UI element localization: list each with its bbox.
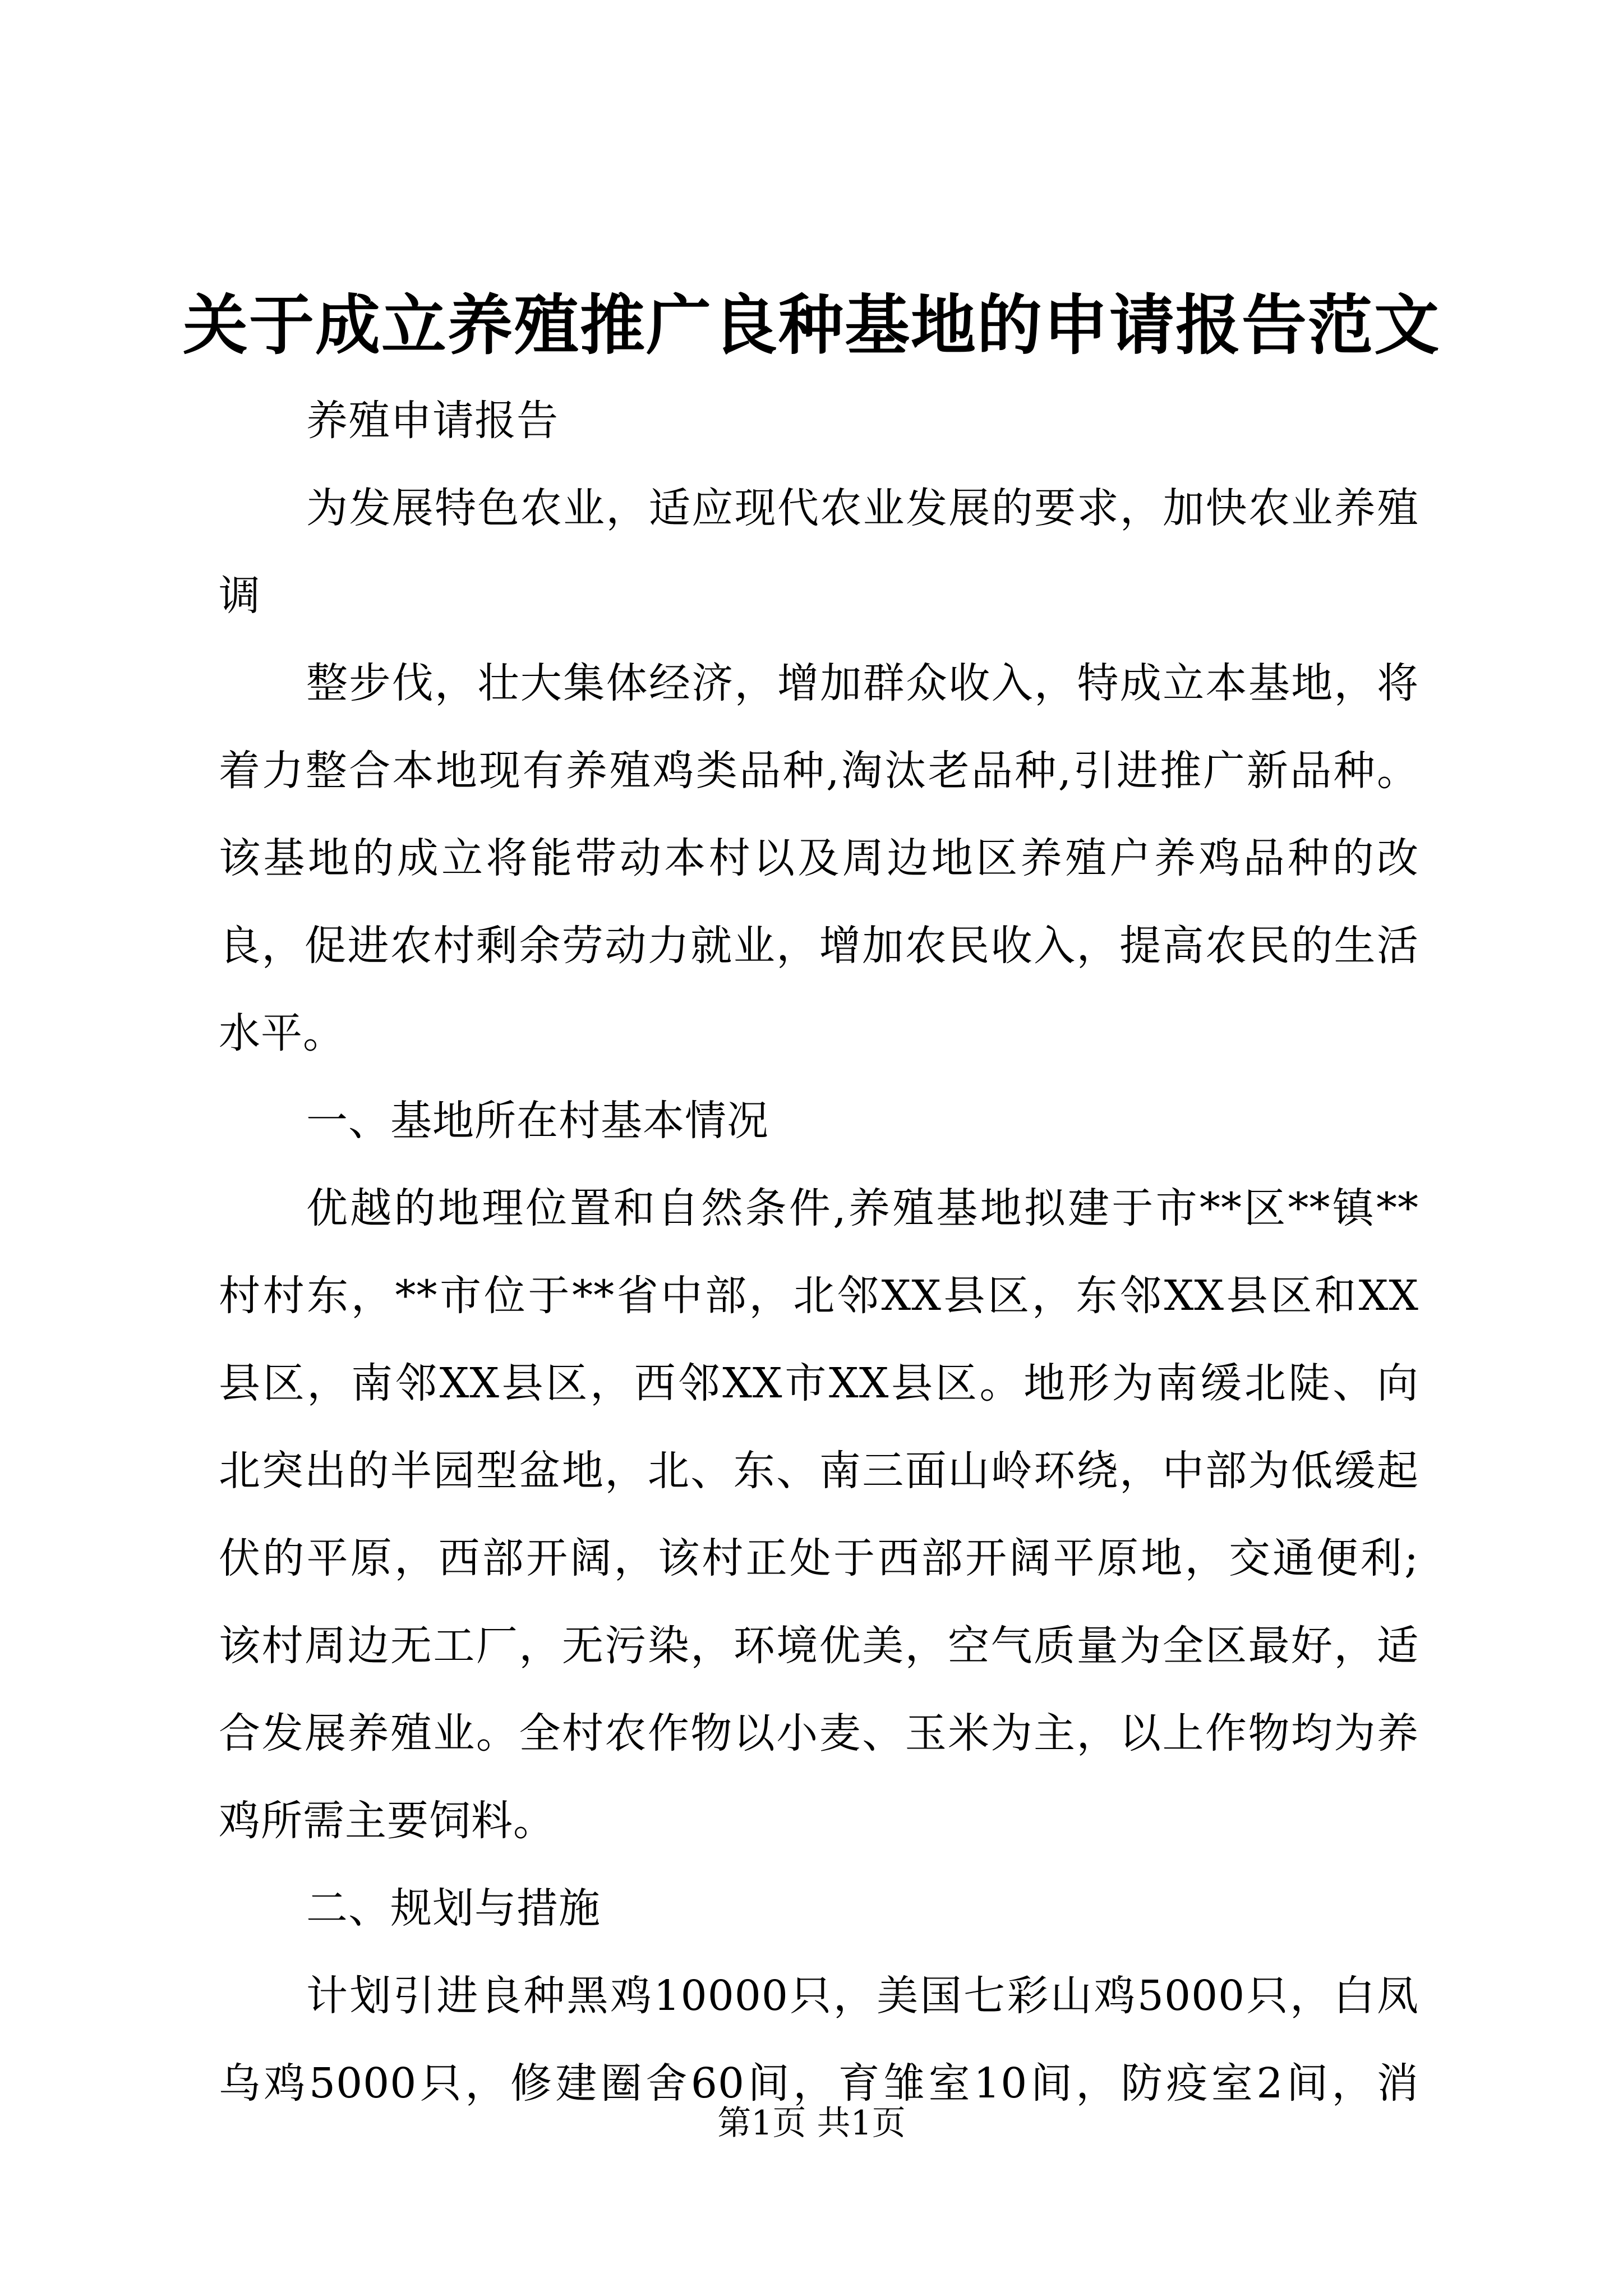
text-line: 县区，南邻XX县区，西邻XX市XX县区。地形为南缓北陡、向: [219, 1359, 1419, 1407]
text-line: 良，促进农村剩余劳动力就业，增加农民收入，提高农民的生活: [219, 922, 1419, 970]
section-heading: 二、规划与措施: [306, 1884, 601, 1932]
text-line: 调: [219, 572, 261, 620]
text-line: 鸡所需主要饲料。: [219, 1797, 555, 1845]
text-line: 乌鸡5000只，修建圈舍60间，育雏室10间，防疫室2间，消: [219, 2059, 1419, 2108]
section-heading: 一、基地所在村基本情况: [306, 1097, 769, 1145]
text-line: 合发展养殖业。全村农作物以小麦、玉米为主，以上作物均为养: [219, 1709, 1419, 1757]
text-line: 北突出的半园型盆地，北、东、南三面山岭环绕，中部为低缓起: [219, 1447, 1419, 1495]
text-line-heading: 养殖申请报告: [306, 397, 559, 445]
text-line: 伏的平原，西部开阔，该村正处于西部开阔平原地，交通便利;: [219, 1534, 1419, 1582]
text-line: 着力整合本地现有养殖鸡类品种,淘汰老品种,引进推广新品种。: [219, 747, 1419, 795]
text-line: 该基地的成立将能带动本村以及周边地区养殖户养鸡品种的改: [219, 834, 1419, 882]
text-line: 为发展特色农业，适应现代农业发展的要求，加快农业养殖: [306, 484, 1419, 532]
text-line: 优越的地理位置和自然条件,养殖基地拟建于市**区**镇**: [306, 1184, 1419, 1232]
text-line: 村村东，**市位于**省中部，北邻XX县区，东邻XX县区和XX: [219, 1272, 1419, 1320]
page-footer: 第1页 共1页: [717, 2104, 906, 2143]
text-line: 该村周边无工厂，无污染，环境优美，空气质量为全区最好，适: [219, 1622, 1419, 1670]
document-title: 关于成立养殖推广良种基地的申请报告范文: [183, 287, 1440, 364]
text-line: 整步伐，壮大集体经济，增加群众收入，特成立本基地，将: [306, 659, 1419, 707]
text-line: 水平。: [219, 1009, 345, 1057]
text-line: 计划引进良种黑鸡10000只，美国七彩山鸡5000只，白凤: [306, 1972, 1419, 2020]
document-body: [219, 377, 1419, 2127]
